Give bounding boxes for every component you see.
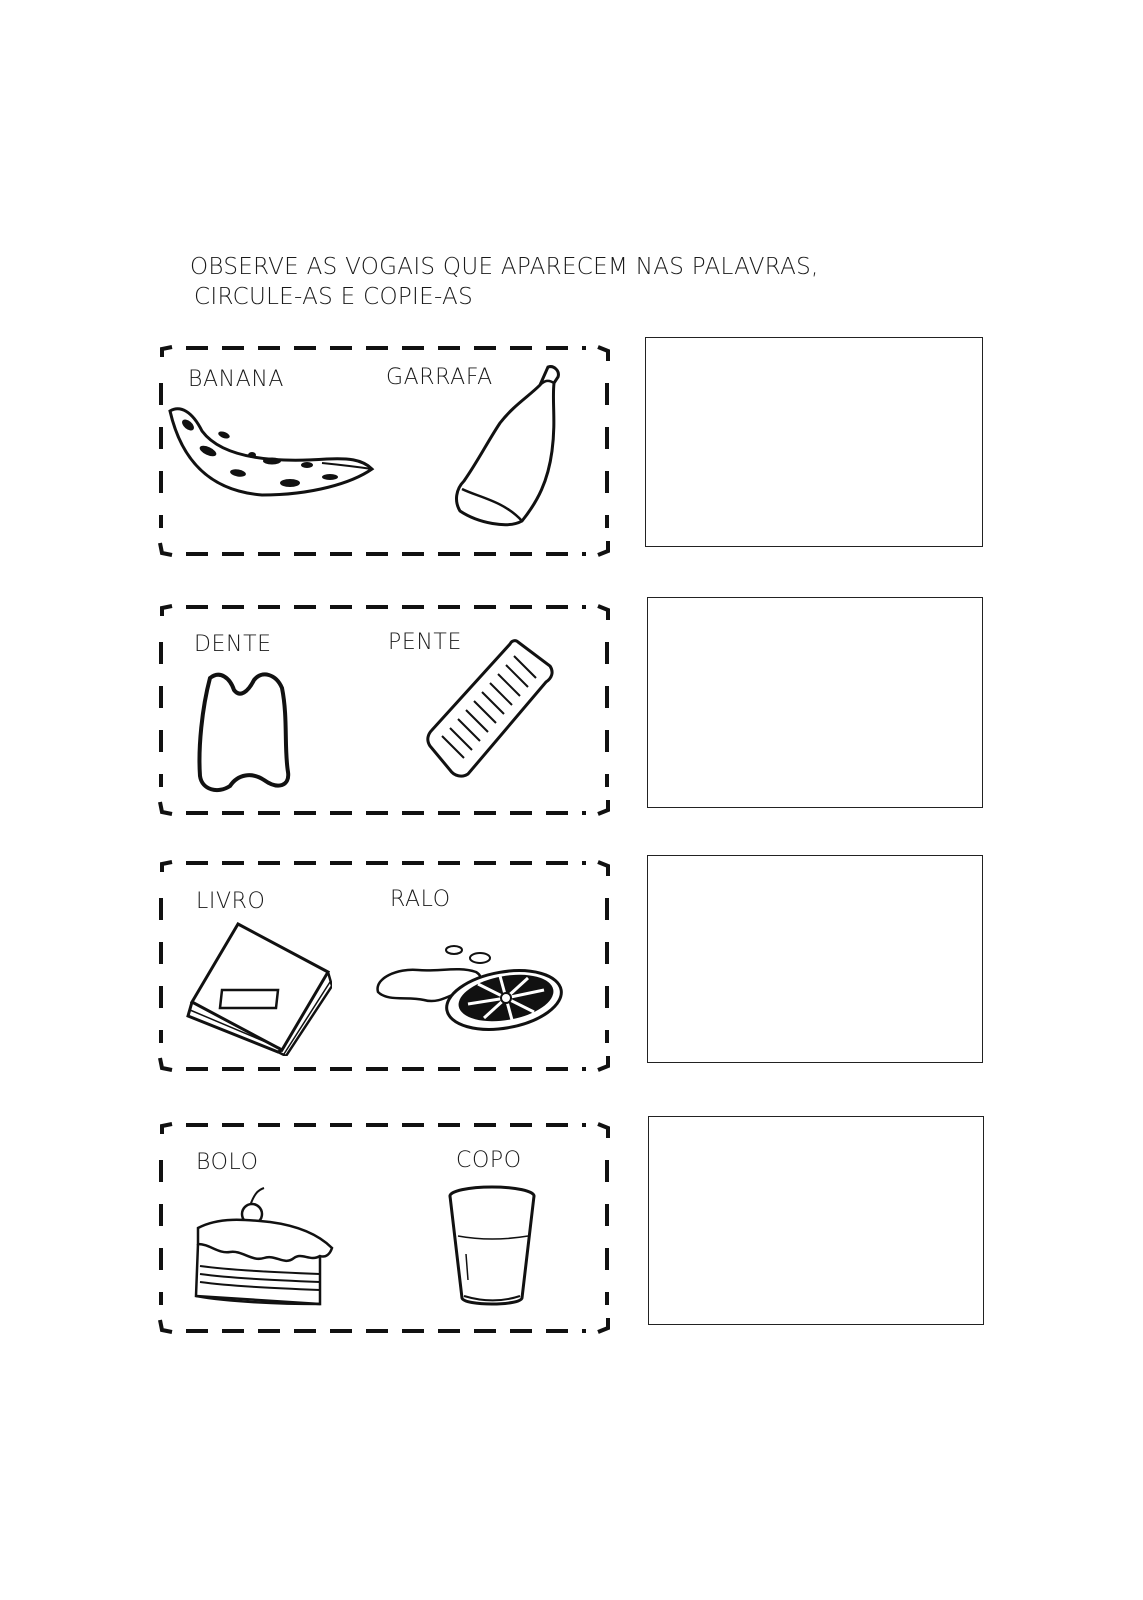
word-dente: DENTE [194,632,272,657]
word-pente: PENTE [388,630,462,655]
cup-icon [444,1184,540,1310]
word-card-4 [156,1120,616,1336]
instructions [190,252,819,312]
cake-icon [190,1186,340,1306]
instruction-line-2: CIRCULE-AS E COPIE-AS [194,284,473,310]
book-icon [182,920,332,1056]
word-card-3 [156,858,616,1074]
instruction-line-1: OBSERVE AS VOGAIS QUE APARECEM NAS PALAVRAS, [190,254,819,280]
word-garrafa: GARRAFA [386,365,493,390]
tooth-icon [192,668,302,798]
answer-box-3[interactable] [647,855,983,1063]
word-card-2 [156,602,616,818]
drain-icon [368,942,568,1042]
word-bolo: BOLO [196,1150,259,1175]
word-banana: BANANA [188,367,285,392]
word-livro: LIVRO [196,889,266,914]
word-ralo: RALO [390,887,451,912]
banana-icon [162,403,382,523]
comb-icon [422,636,562,786]
word-copo: COPO [456,1148,522,1173]
bottle-icon [448,361,568,531]
answer-box-2[interactable] [647,597,983,808]
answer-box-4[interactable] [648,1116,984,1325]
word-card-1 [156,343,616,559]
answer-box-1[interactable] [645,337,983,547]
